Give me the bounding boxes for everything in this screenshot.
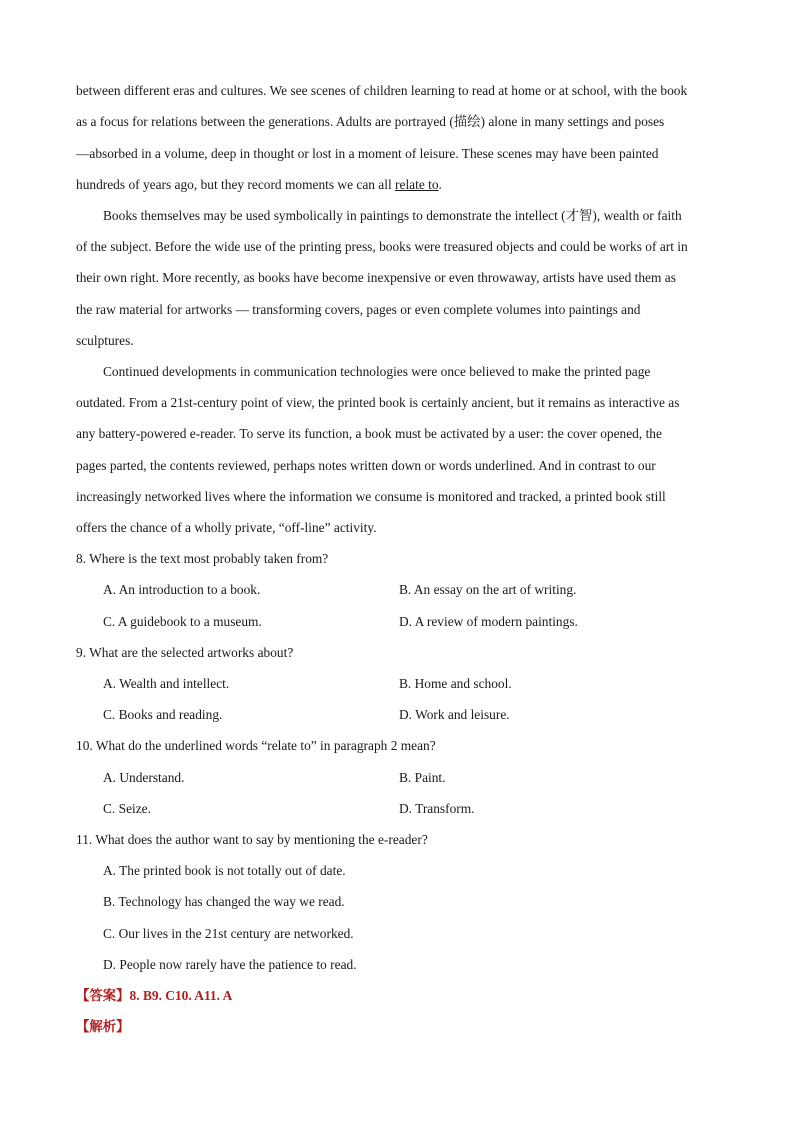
passage-text: . bbox=[438, 177, 442, 192]
passage-line: Continued developments in communication technologies were once believed to make the printed page bbox=[103, 364, 651, 379]
question-stem: 9. What are the selected artworks about? bbox=[76, 645, 294, 660]
passage-line: as a focus for relations between the generations. Adults are portrayed (描绘) alone in many settings and poses bbox=[76, 114, 665, 129]
option-b: B. Home and school. bbox=[399, 676, 512, 691]
passage-line bbox=[76, 175, 442, 195]
passage-line: any battery-powered e-reader. To serve its function, a book must be activated by a user: the cover opened, the bbox=[76, 426, 662, 441]
option-d: D. People now rarely have the patience to read. bbox=[103, 957, 357, 972]
underlined-phrase: relate to bbox=[395, 177, 439, 192]
option-d: D. Work and leisure. bbox=[399, 707, 510, 722]
passage-text: hundreds of years ago, but they record moments we can all bbox=[76, 177, 396, 192]
option-d: D. Transform. bbox=[399, 801, 475, 816]
option-c: C. Books and reading. bbox=[103, 707, 223, 722]
passage-line: their own right. More recently, as books have become inexpensive or even throwaway, artists have used them as bbox=[76, 270, 676, 285]
passage-line: between different eras and cultures. We see scenes of children learning to read at home or at school, with the book bbox=[76, 83, 688, 98]
passage-line: offers the chance of a wholly private, “off-line” activity. bbox=[76, 520, 377, 535]
option-a: A. Understand. bbox=[103, 770, 185, 785]
question-stem: 11. What does the author want to say by mentioning the e-reader? bbox=[76, 832, 428, 847]
option-b: B. An essay on the art of writing. bbox=[399, 582, 577, 597]
option-c: C. Our lives in the 21st century are networked. bbox=[103, 926, 354, 941]
option-b: B. Technology has changed the way we read. bbox=[103, 894, 345, 909]
passage-line: the raw material for artworks — transforming covers, pages or even complete volumes into paintings and bbox=[76, 302, 641, 317]
passage-line: outdated. From a 21st-century point of view, the printed book is certainly ancient, but it remains as interactive as bbox=[76, 395, 680, 410]
question-stem: 10. What do the underlined words “relate to” in paragraph 2 mean? bbox=[76, 738, 436, 753]
passage-line: of the subject. Before the wide use of the printing press, books were treasured objects and could be works of art in bbox=[76, 239, 688, 254]
answer-key: 【答案】8. B9. C10. A11. A bbox=[76, 988, 233, 1003]
option-d: D. A review of modern paintings. bbox=[399, 614, 578, 629]
passage-line: sculptures. bbox=[76, 333, 134, 348]
option-c: C. A guidebook to a museum. bbox=[103, 614, 262, 629]
passage-line: Books themselves may be used symbolically in paintings to demonstrate the intellect (才智), wealth or faith bbox=[103, 208, 682, 223]
passage-line: —absorbed in a volume, deep in thought or lost in a moment of leisure. These scenes may have been painted bbox=[76, 146, 659, 161]
question-stem: 8. Where is the text most probably taken from? bbox=[76, 551, 329, 566]
passage-line: pages parted, the contents reviewed, perhaps notes written down or words underlined. And in contrast to our bbox=[76, 458, 656, 473]
passage-line: increasingly networked lives where the information we consume is monitored and tracked, a printed book still bbox=[76, 489, 666, 504]
option-a: A. The printed book is not totally out of date. bbox=[103, 863, 346, 878]
option-a: A. Wealth and intellect. bbox=[103, 676, 230, 691]
option-a: A. An introduction to a book. bbox=[103, 582, 261, 597]
option-b: B. Paint. bbox=[399, 770, 446, 785]
analysis-label: 【解析】 bbox=[76, 1019, 130, 1034]
option-c: C. Seize. bbox=[103, 801, 151, 816]
